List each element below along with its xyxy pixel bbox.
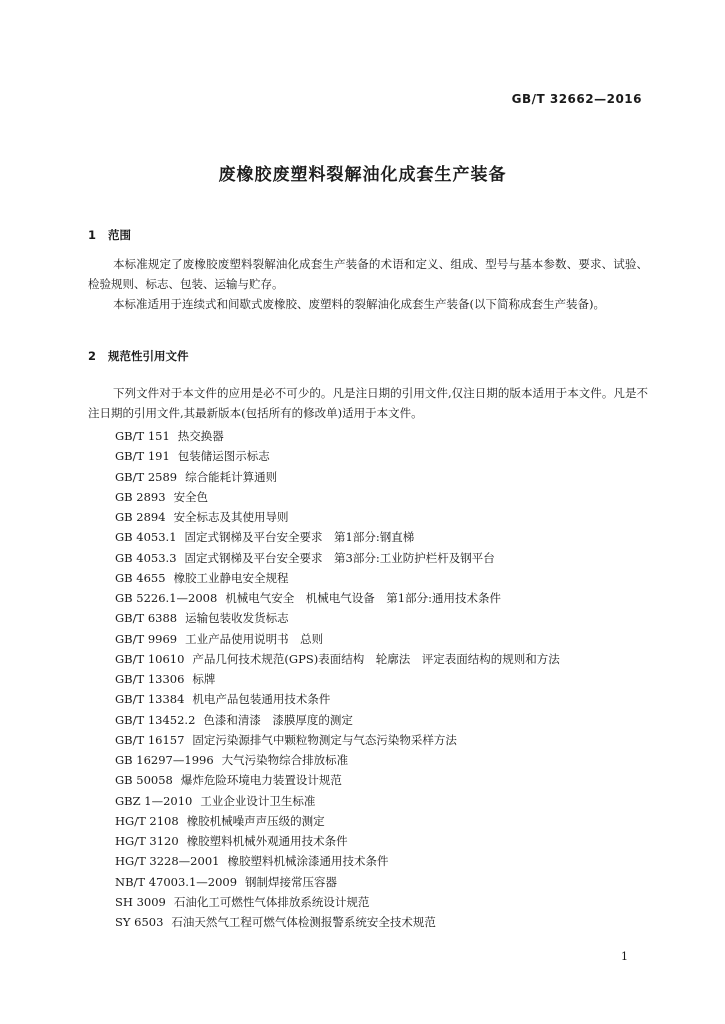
reference-code: GB/T 16157 bbox=[115, 732, 185, 747]
section-heading-normative-references bbox=[88, 348, 189, 364]
section-number: 1 bbox=[88, 228, 97, 242]
reference-item bbox=[115, 872, 560, 892]
reference-title: 包装储运图示标志 bbox=[177, 449, 270, 464]
reference-title: 石油天然气工程可燃气体检测报警系统安全技术规范 bbox=[171, 915, 436, 929]
reference-item bbox=[115, 689, 560, 709]
reference-item bbox=[115, 426, 560, 446]
reference-code: GB/T 10610 bbox=[115, 651, 185, 666]
reference-title: 色漆和清漆 漆膜厚度的测定 bbox=[203, 712, 353, 727]
reference-code: GB 4053.1 bbox=[115, 530, 177, 545]
reference-code: SH 3009 bbox=[115, 894, 166, 909]
reference-item bbox=[115, 527, 560, 547]
reference-code: HG/T 2108 bbox=[115, 813, 179, 828]
reference-item bbox=[115, 730, 560, 750]
section-title: 范围 bbox=[108, 228, 131, 242]
reference-title: 爆炸危险环境电力装置设计规范 bbox=[180, 773, 342, 788]
reference-code: GB 2894 bbox=[115, 510, 166, 524]
reference-code: GB 2893 bbox=[115, 489, 166, 504]
scope-paragraph-2: 本标准适用于连续式和间歇式废橡胶、废塑料的裂解油化成套生产装备(以下简称成套生产装备)。 bbox=[113, 297, 605, 311]
reference-title: 产品几何技术规范(GPS)表面结构 轮廓法 评定表面结构的规则和方法 bbox=[192, 651, 560, 666]
reference-item bbox=[115, 487, 560, 507]
reference-code: GB 16297—1996 bbox=[115, 753, 214, 767]
reference-title: 固定污染源排气中颗粒物测定与气态污染物采样方法 bbox=[192, 732, 457, 747]
reference-title: 橡胶塑料机械涂漆通用技术条件 bbox=[227, 854, 389, 869]
reference-title: 热交换器 bbox=[177, 429, 224, 443]
reference-item bbox=[115, 791, 560, 811]
reference-item bbox=[115, 507, 560, 527]
reference-code: GB 50058 bbox=[115, 773, 173, 788]
reference-title: 大气污染物综合排放标准 bbox=[221, 753, 349, 767]
reference-item bbox=[115, 669, 560, 689]
reference-item bbox=[115, 912, 560, 932]
reference-item bbox=[115, 831, 560, 851]
reference-code: GB/T 9969 bbox=[115, 631, 178, 646]
section-number: 2 bbox=[88, 349, 97, 363]
reference-item bbox=[115, 568, 560, 588]
reference-code: GB/T 13452.2 bbox=[115, 712, 196, 727]
reference-title: 橡胶工业静电安全规程 bbox=[173, 570, 289, 585]
reference-item bbox=[115, 467, 560, 487]
reference-item bbox=[115, 770, 560, 790]
reference-title: 固定式钢梯及平台安全要求 第1部分:钢直梯 bbox=[184, 530, 415, 545]
reference-code: GB/T 13306 bbox=[115, 672, 185, 686]
reference-code: GB/T 2589 bbox=[115, 469, 178, 484]
reference-title: 石油化工可燃性气体排放系统设计规范 bbox=[173, 894, 370, 909]
reference-code: GB/T 13384 bbox=[115, 692, 185, 707]
standard-code: GB/T 32662—2016 bbox=[511, 92, 642, 106]
references-intro-paragraph: 下列文件对于本文件的应用是必不可少的。凡是注日期的引用文件,仅注日期的版本适用于本文件。凡是不注日期的引用文件,其最新版本(包括所有的修改单)适用于本文件。 bbox=[88, 386, 648, 420]
reference-item bbox=[115, 588, 560, 608]
reference-code: HG/T 3120 bbox=[115, 834, 179, 848]
reference-title: 工业企业设计卫生标准 bbox=[200, 793, 316, 808]
reference-code: GB 5226.1—2008 bbox=[115, 591, 218, 605]
reference-code: NB/T 47003.1—2009 bbox=[115, 874, 238, 889]
reference-item bbox=[115, 892, 560, 912]
reference-code: GB/T 191 bbox=[115, 449, 170, 464]
reference-code: GB/T 6388 bbox=[115, 611, 178, 626]
reference-code: SY 6503 bbox=[115, 915, 164, 929]
reference-code: GB/T 151 bbox=[115, 429, 170, 443]
reference-title: 橡胶机械噪声声压级的测定 bbox=[186, 813, 325, 828]
section-title: 规范性引用文件 bbox=[108, 349, 189, 363]
reference-code: GBZ 1—2010 bbox=[115, 793, 193, 808]
reference-item bbox=[115, 649, 560, 669]
reference-item bbox=[115, 446, 560, 466]
reference-item bbox=[115, 608, 560, 628]
reference-title: 固定式钢梯及平台安全要求 第3部分:工业防护栏杆及钢平台 bbox=[184, 550, 495, 565]
reference-title: 安全色 bbox=[173, 489, 209, 504]
reference-title: 安全标志及其使用导则 bbox=[173, 510, 289, 524]
document-title: 废橡胶废塑料裂解油化成套生产装备 bbox=[218, 165, 507, 185]
reference-item bbox=[115, 548, 560, 568]
scope-paragraph-1: 本标准规定了废橡胶废塑料裂解油化成套生产装备的术语和定义、组成、型号与基本参数、要求、试验、检验规则、标志、包装、运输与贮存。 bbox=[88, 257, 648, 291]
reference-title: 机械电气安全 机械电气设备 第1部分:通用技术条件 bbox=[225, 591, 502, 605]
reference-title: 综合能耗计算通则 bbox=[185, 469, 278, 484]
reference-item bbox=[115, 710, 560, 730]
reference-code: HG/T 3228—2001 bbox=[115, 854, 220, 869]
section-heading-scope bbox=[88, 227, 131, 243]
page-number: 1 bbox=[621, 950, 628, 963]
reference-title: 橡胶塑料机械外观通用技术条件 bbox=[186, 834, 348, 848]
reference-title: 运输包装收发货标志 bbox=[185, 611, 289, 626]
reference-item bbox=[115, 811, 560, 831]
reference-title: 钢制焊接常压容器 bbox=[245, 874, 338, 889]
reference-item bbox=[115, 750, 560, 770]
reference-list bbox=[115, 426, 560, 932]
reference-item bbox=[115, 629, 560, 649]
reference-code: GB 4655 bbox=[115, 570, 166, 585]
reference-code: GB 4053.3 bbox=[115, 550, 177, 565]
reference-item bbox=[115, 851, 560, 871]
reference-title: 标牌 bbox=[192, 672, 216, 686]
reference-title: 工业产品使用说明书 总则 bbox=[185, 631, 324, 646]
reference-title: 机电产品包装通用技术条件 bbox=[192, 692, 331, 707]
